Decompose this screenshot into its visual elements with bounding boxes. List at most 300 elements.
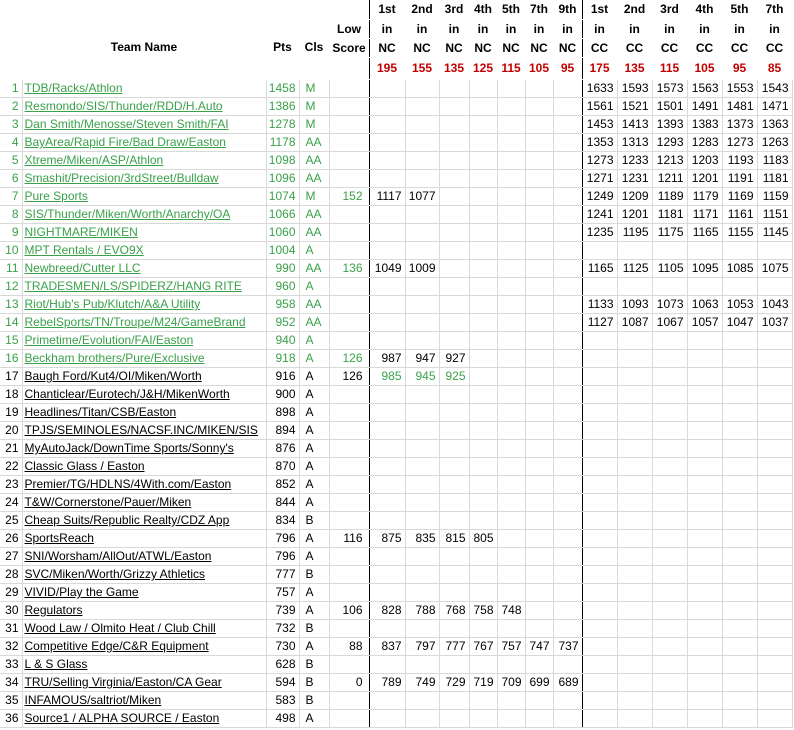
- cc-score-cell: 1169: [722, 188, 757, 206]
- cc-score-cell: [722, 710, 757, 728]
- table-row: [0, 224, 792, 242]
- low-score-cell: [329, 440, 369, 458]
- nc-score-cell: [497, 710, 525, 728]
- header-nc-col: 9th: [553, 0, 582, 20]
- team-name-link[interactable]: Dan Smith/Menosse/Steven Smith/FAI: [22, 116, 266, 134]
- nc-score-cell: 748: [497, 602, 525, 620]
- table-row: [0, 512, 792, 530]
- cc-score-cell: [617, 476, 652, 494]
- table-row: [0, 188, 792, 206]
- nc-score-cell: [469, 404, 497, 422]
- nc-score-cell: [497, 134, 525, 152]
- class-cell: AA: [299, 260, 329, 278]
- nc-score-cell: [497, 584, 525, 602]
- cc-score-cell: 1159: [757, 188, 792, 206]
- cc-score-cell: 1151: [757, 206, 792, 224]
- low-score-cell: 116: [329, 530, 369, 548]
- cc-score-cell: [687, 242, 722, 260]
- cc-score-cell: [757, 566, 792, 584]
- header-cc-col: 135: [617, 58, 652, 80]
- nc-score-cell: [525, 566, 553, 584]
- cc-score-cell: [687, 620, 722, 638]
- header-nc-col: NC: [525, 39, 553, 58]
- rank-cell: 12: [0, 278, 22, 296]
- pts-cell: 898: [266, 404, 299, 422]
- nc-score-cell: [497, 314, 525, 332]
- class-cell: A: [299, 350, 329, 368]
- nc-score-cell: [369, 170, 405, 188]
- nc-score-cell: 1009: [405, 260, 439, 278]
- nc-score-cell: [469, 98, 497, 116]
- team-name-link[interactable]: Headlines/Titan/CSB/Easton: [22, 404, 266, 422]
- cc-score-cell: [652, 368, 687, 386]
- nc-score-cell: [525, 602, 553, 620]
- nc-score-cell: [439, 476, 469, 494]
- cc-score-cell: [757, 602, 792, 620]
- cc-score-cell: [617, 530, 652, 548]
- nc-score-cell: [369, 440, 405, 458]
- rank-cell: 13: [0, 296, 22, 314]
- nc-score-cell: [405, 494, 439, 512]
- class-cell: A: [299, 386, 329, 404]
- nc-score-cell: [553, 692, 582, 710]
- team-name-link[interactable]: Classic Glass / Easton: [22, 458, 266, 476]
- nc-score-cell: [369, 692, 405, 710]
- nc-score-cell: [405, 296, 439, 314]
- nc-score-cell: [405, 134, 439, 152]
- cc-score-cell: 1073: [652, 296, 687, 314]
- cc-score-cell: 1471: [757, 98, 792, 116]
- class-cell: A: [299, 638, 329, 656]
- nc-score-cell: [553, 170, 582, 188]
- nc-score-cell: [553, 566, 582, 584]
- team-name-link[interactable]: Riot/Hub's Pub/Klutch/A&A Utility: [22, 296, 266, 314]
- nc-score-cell: [369, 296, 405, 314]
- team-name-link[interactable]: Baugh Ford/Kut4/OI/Miken/Worth: [22, 368, 266, 386]
- class-cell: A: [299, 422, 329, 440]
- team-name-link[interactable]: NIGHTMARE/MIKEN: [22, 224, 266, 242]
- cc-score-cell: [722, 638, 757, 656]
- nc-score-cell: [525, 152, 553, 170]
- team-name-link[interactable]: Premier/TG/HDLNS/4With.com/Easton: [22, 476, 266, 494]
- cc-score-cell: 1363: [757, 116, 792, 134]
- header-nc-col: in: [439, 20, 469, 39]
- header-cc-col: CC: [687, 39, 722, 58]
- nc-score-cell: [469, 206, 497, 224]
- class-cell: A: [299, 332, 329, 350]
- cc-score-cell: 1161: [722, 206, 757, 224]
- low-score-cell: [329, 80, 369, 98]
- nc-score-cell: [439, 314, 469, 332]
- cc-score-cell: [757, 422, 792, 440]
- header-cc-col: 85: [757, 58, 792, 80]
- nc-score-cell: [525, 134, 553, 152]
- nc-score-cell: [439, 242, 469, 260]
- pts-cell: 1060: [266, 224, 299, 242]
- low-score-cell: [329, 584, 369, 602]
- nc-score-cell: [369, 512, 405, 530]
- nc-score-cell: [525, 350, 553, 368]
- low-score-cell: [329, 512, 369, 530]
- cc-score-cell: [652, 278, 687, 296]
- nc-score-cell: [553, 422, 582, 440]
- header-team-name: Team Name: [22, 0, 266, 58]
- nc-score-cell: [553, 80, 582, 98]
- cc-score-cell: [617, 692, 652, 710]
- cc-score-cell: [722, 548, 757, 566]
- nc-score-cell: [469, 566, 497, 584]
- class-cell: B: [299, 674, 329, 692]
- class-cell: A: [299, 602, 329, 620]
- header-cc-col: CC: [722, 39, 757, 58]
- cc-score-cell: [582, 620, 617, 638]
- nc-score-cell: 985: [369, 368, 405, 386]
- nc-score-cell: [553, 332, 582, 350]
- team-name-link[interactable]: TRADESMEN/LS/SPIDERZ/HANG RITE: [22, 278, 266, 296]
- team-name-link[interactable]: Primetime/Evolution/FAI/Easton: [22, 332, 266, 350]
- cc-score-cell: [722, 404, 757, 422]
- nc-score-cell: [553, 260, 582, 278]
- cc-score-cell: [722, 620, 757, 638]
- rank-cell: 3: [0, 116, 22, 134]
- class-cell: B: [299, 692, 329, 710]
- rank-cell: 34: [0, 674, 22, 692]
- cc-score-cell: [652, 512, 687, 530]
- nc-score-cell: [525, 710, 553, 728]
- team-name-link[interactable]: INFAMOUS/saltriot/Miken: [22, 692, 266, 710]
- nc-score-cell: [525, 422, 553, 440]
- rank-cell: 35: [0, 692, 22, 710]
- nc-score-cell: [405, 98, 439, 116]
- team-name-link[interactable]: TRU/Selling Virginia/Easton/CA Gear: [22, 674, 266, 692]
- cc-score-cell: [757, 638, 792, 656]
- rank-cell: 17: [0, 368, 22, 386]
- cc-score-cell: 1053: [722, 296, 757, 314]
- team-name-link[interactable]: Source1 / ALPHA SOURCE / Easton: [22, 710, 266, 728]
- nc-score-cell: [369, 116, 405, 134]
- header-nc-col: 7th: [525, 0, 553, 20]
- cc-score-cell: [757, 368, 792, 386]
- nc-score-cell: [553, 314, 582, 332]
- table-row: [0, 260, 792, 278]
- cc-score-cell: [687, 692, 722, 710]
- cc-score-cell: [582, 548, 617, 566]
- nc-score-cell: [439, 224, 469, 242]
- nc-score-cell: [405, 656, 439, 674]
- cc-score-cell: [582, 242, 617, 260]
- cc-score-cell: 1181: [757, 170, 792, 188]
- nc-score-cell: 768: [439, 602, 469, 620]
- cc-score-cell: [687, 404, 722, 422]
- pts-cell: 1178: [266, 134, 299, 152]
- nc-score-cell: [439, 170, 469, 188]
- nc-score-cell: [525, 404, 553, 422]
- cc-score-cell: 1271: [582, 170, 617, 188]
- low-score-cell: [329, 656, 369, 674]
- nc-score-cell: [525, 80, 553, 98]
- team-name-link[interactable]: Resmondo/SIS/Thunder/RDD/H.Auto: [22, 98, 266, 116]
- nc-score-cell: [497, 458, 525, 476]
- nc-score-cell: [369, 494, 405, 512]
- cc-score-cell: 1231: [617, 170, 652, 188]
- pts-cell: 960: [266, 278, 299, 296]
- rank-cell: 26: [0, 530, 22, 548]
- rank-cell: 19: [0, 404, 22, 422]
- nc-score-cell: [405, 566, 439, 584]
- header-nc-col: NC: [369, 39, 405, 58]
- nc-score-cell: [469, 584, 497, 602]
- low-score-cell: [329, 314, 369, 332]
- cc-score-cell: 1481: [722, 98, 757, 116]
- low-score-cell: 136: [329, 260, 369, 278]
- table-row: [0, 404, 792, 422]
- rank-cell: 24: [0, 494, 22, 512]
- nc-score-cell: [469, 80, 497, 98]
- team-name-link[interactable]: Smashit/Precision/3rdStreet/Bulldaw: [22, 170, 266, 188]
- team-name-link[interactable]: Beckham brothers/Pure/Exclusive: [22, 350, 266, 368]
- cc-score-cell: [652, 494, 687, 512]
- nc-score-cell: 749: [405, 674, 439, 692]
- team-name-link[interactable]: TDB/Racks/Athlon: [22, 80, 266, 98]
- nc-score-cell: 1049: [369, 260, 405, 278]
- low-score-cell: 126: [329, 350, 369, 368]
- cc-score-cell: [757, 656, 792, 674]
- nc-score-cell: [469, 242, 497, 260]
- cc-score-cell: [722, 692, 757, 710]
- cc-score-cell: [652, 584, 687, 602]
- cc-score-cell: [617, 242, 652, 260]
- nc-score-cell: [525, 476, 553, 494]
- nc-score-cell: [369, 710, 405, 728]
- nc-score-cell: [497, 422, 525, 440]
- nc-score-cell: [469, 314, 497, 332]
- cc-score-cell: 1491: [687, 98, 722, 116]
- cc-score-cell: [582, 440, 617, 458]
- team-name-link[interactable]: TPJS/SEMINOLES/NACSF.INC/MIKEN/SIS: [22, 422, 266, 440]
- team-name-link[interactable]: Xtreme/Miken/ASP/Athlon: [22, 152, 266, 170]
- nc-score-cell: [439, 116, 469, 134]
- low-score-cell: [329, 692, 369, 710]
- cc-score-cell: 1201: [617, 206, 652, 224]
- team-name-link[interactable]: SNI/Worsham/AllOut/ATWL/Easton: [22, 548, 266, 566]
- nc-score-cell: [369, 386, 405, 404]
- nc-score-cell: 797: [405, 638, 439, 656]
- nc-score-cell: [525, 440, 553, 458]
- nc-score-cell: [469, 386, 497, 404]
- cc-score-cell: [652, 674, 687, 692]
- nc-score-cell: [553, 602, 582, 620]
- header-nc-col: 1st: [369, 0, 405, 20]
- table-row: [0, 476, 792, 494]
- cc-score-cell: [757, 404, 792, 422]
- pts-cell: 952: [266, 314, 299, 332]
- cc-score-cell: [617, 332, 652, 350]
- header-nc-col: NC: [553, 39, 582, 58]
- header-low-score: Score: [329, 39, 369, 58]
- rank-cell: 27: [0, 548, 22, 566]
- nc-score-cell: [469, 278, 497, 296]
- nc-score-cell: [553, 404, 582, 422]
- cc-score-cell: [652, 548, 687, 566]
- cc-score-cell: 1191: [722, 170, 757, 188]
- table-row: [0, 296, 792, 314]
- cc-score-cell: [687, 494, 722, 512]
- cc-score-cell: [617, 494, 652, 512]
- team-name-link[interactable]: Cheap Suits/Republic Realty/CDZ App: [22, 512, 266, 530]
- rank-cell: 9: [0, 224, 22, 242]
- nc-score-cell: [497, 260, 525, 278]
- low-score-cell: 106: [329, 602, 369, 620]
- cc-score-cell: [757, 386, 792, 404]
- low-score-cell: 0: [329, 674, 369, 692]
- low-score-cell: [329, 170, 369, 188]
- team-name-link[interactable]: BayArea/Rapid Fire/Bad Draw/Easton: [22, 134, 266, 152]
- nc-score-cell: [553, 296, 582, 314]
- nc-score-cell: [405, 512, 439, 530]
- table-row: [0, 278, 792, 296]
- cc-score-cell: [582, 458, 617, 476]
- nc-score-cell: [439, 692, 469, 710]
- nc-score-cell: [525, 332, 553, 350]
- team-name-link[interactable]: Pure Sports: [22, 188, 266, 206]
- team-name-link[interactable]: SportsReach: [22, 530, 266, 548]
- cc-score-cell: [652, 242, 687, 260]
- cc-score-cell: [722, 530, 757, 548]
- nc-score-cell: [405, 206, 439, 224]
- class-cell: AA: [299, 170, 329, 188]
- cc-score-cell: 1209: [617, 188, 652, 206]
- pts-cell: 594: [266, 674, 299, 692]
- rank-cell: 7: [0, 188, 22, 206]
- nc-score-cell: [553, 440, 582, 458]
- pts-cell: 958: [266, 296, 299, 314]
- rank-cell: 2: [0, 98, 22, 116]
- team-name-link[interactable]: Chanticlear/Eurotech/J&H/MikenWorth: [22, 386, 266, 404]
- cc-score-cell: [617, 422, 652, 440]
- header-blank: [329, 58, 369, 80]
- team-name-link[interactable]: L & S Glass: [22, 656, 266, 674]
- header-row: [0, 58, 792, 80]
- nc-score-cell: 699: [525, 674, 553, 692]
- nc-score-cell: [497, 296, 525, 314]
- rank-cell: 32: [0, 638, 22, 656]
- team-name-link[interactable]: SIS/Thunder/Miken/Worth/Anarchy/OA: [22, 206, 266, 224]
- cc-score-cell: [687, 584, 722, 602]
- nc-score-cell: [369, 278, 405, 296]
- table-row: [0, 368, 792, 386]
- cc-score-cell: 1125: [617, 260, 652, 278]
- team-name-link[interactable]: MPT Rentals / EVO9X: [22, 242, 266, 260]
- pts-cell: 777: [266, 566, 299, 584]
- nc-score-cell: [439, 80, 469, 98]
- class-cell: A: [299, 584, 329, 602]
- nc-score-cell: [525, 170, 553, 188]
- nc-score-cell: [525, 494, 553, 512]
- cc-score-cell: 1211: [652, 170, 687, 188]
- cc-score-cell: [687, 710, 722, 728]
- cc-score-cell: 1085: [722, 260, 757, 278]
- rank-cell: 21: [0, 440, 22, 458]
- header-cc-col: CC: [617, 39, 652, 58]
- cc-score-cell: 1293: [652, 134, 687, 152]
- cc-score-cell: [617, 278, 652, 296]
- cc-score-cell: [722, 332, 757, 350]
- cc-score-cell: [722, 440, 757, 458]
- nc-score-cell: [469, 458, 497, 476]
- header-cls: Cls: [299, 0, 329, 58]
- cc-score-cell: [617, 566, 652, 584]
- nc-score-cell: [497, 404, 525, 422]
- cc-score-cell: [687, 638, 722, 656]
- team-name-link[interactable]: T&W/Cornerstone/Pauer/Miken: [22, 494, 266, 512]
- nc-score-cell: [525, 206, 553, 224]
- header-blank: [0, 0, 22, 20]
- cc-score-cell: [687, 566, 722, 584]
- cc-score-cell: [687, 350, 722, 368]
- cc-score-cell: [687, 476, 722, 494]
- table-row: [0, 332, 792, 350]
- team-name-link[interactable]: MyAutoJack/DownTime Sports/Sonny's: [22, 440, 266, 458]
- nc-score-cell: [405, 692, 439, 710]
- nc-score-cell: [369, 476, 405, 494]
- cc-score-cell: 1393: [652, 116, 687, 134]
- cc-score-cell: 1561: [582, 98, 617, 116]
- nc-score-cell: [369, 152, 405, 170]
- nc-score-cell: [405, 710, 439, 728]
- pts-cell: 918: [266, 350, 299, 368]
- team-name-link[interactable]: Newbreed/Cutter LLC: [22, 260, 266, 278]
- header-nc-col: 135: [439, 58, 469, 80]
- nc-score-cell: 777: [439, 638, 469, 656]
- nc-score-cell: 709: [497, 674, 525, 692]
- cc-score-cell: [617, 404, 652, 422]
- team-name-link[interactable]: RebelSports/TN/Troupe/M24/GameBrand: [22, 314, 266, 332]
- nc-score-cell: [469, 548, 497, 566]
- cc-score-cell: [757, 674, 792, 692]
- cc-score-cell: [722, 476, 757, 494]
- nc-score-cell: [553, 710, 582, 728]
- nc-score-cell: 828: [369, 602, 405, 620]
- cc-score-cell: [722, 386, 757, 404]
- nc-score-cell: [469, 116, 497, 134]
- cc-score-cell: [582, 476, 617, 494]
- team-name-link[interactable]: Wood Law / Olmito Heat / Club Chill: [22, 620, 266, 638]
- nc-score-cell: 837: [369, 638, 405, 656]
- pts-cell: 730: [266, 638, 299, 656]
- nc-score-cell: 927: [439, 350, 469, 368]
- nc-score-cell: [553, 242, 582, 260]
- cc-score-cell: 1175: [652, 224, 687, 242]
- nc-score-cell: [405, 242, 439, 260]
- cc-score-cell: 1593: [617, 80, 652, 98]
- cc-score-cell: [582, 602, 617, 620]
- nc-score-cell: [439, 458, 469, 476]
- cc-score-cell: 1453: [582, 116, 617, 134]
- team-name-link[interactable]: VIVID/Play the Game: [22, 584, 266, 602]
- low-score-cell: [329, 332, 369, 350]
- cc-score-cell: 1063: [687, 296, 722, 314]
- nc-score-cell: [469, 494, 497, 512]
- team-name-link[interactable]: Regulators: [22, 602, 266, 620]
- team-name-link[interactable]: Competitive Edge/C&R Equipment: [22, 638, 266, 656]
- cc-score-cell: 1273: [722, 134, 757, 152]
- cc-score-cell: [722, 656, 757, 674]
- pts-cell: 834: [266, 512, 299, 530]
- header-cc-col: 95: [722, 58, 757, 80]
- team-name-link[interactable]: SVC/Miken/Worth/Grizzy Athletics: [22, 566, 266, 584]
- pts-cell: 990: [266, 260, 299, 278]
- cc-score-cell: [617, 350, 652, 368]
